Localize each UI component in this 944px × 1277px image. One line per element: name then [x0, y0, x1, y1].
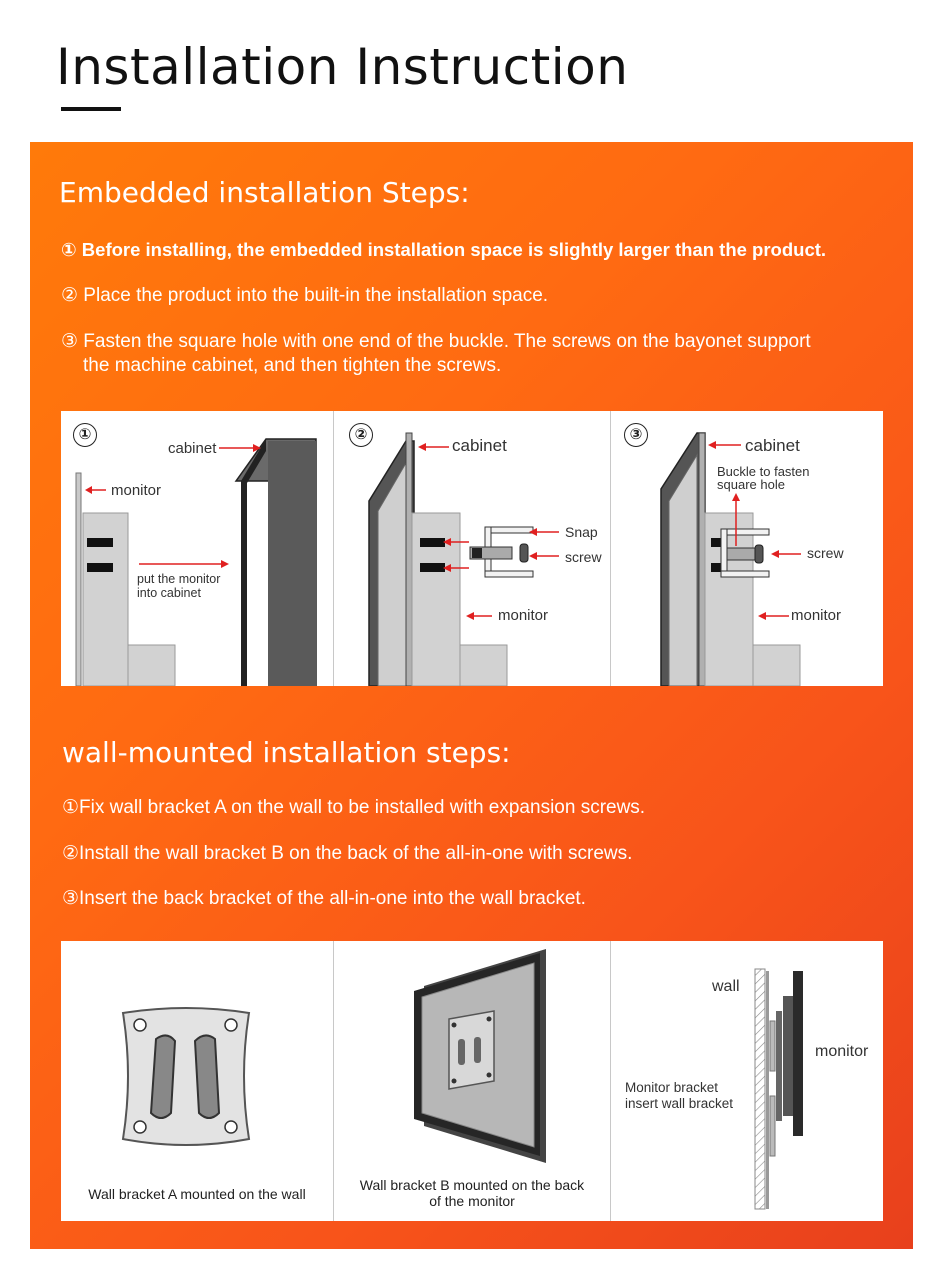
embedded-diagrams [61, 411, 883, 686]
label-cabinet: cabinet [745, 436, 800, 455]
wall-diagrams [61, 941, 883, 1221]
snap-side [721, 529, 727, 577]
monitor-slot-2 [87, 563, 113, 572]
wall-bracket-lower [770, 1096, 775, 1156]
bracket-a-slot-right [195, 1035, 219, 1118]
label-monitor: monitor [815, 1043, 869, 1060]
embedded-step-3: ③ Fasten the square hole with one end of the buckle. The screws on the bayonet support [61, 331, 811, 352]
monitor-stand [128, 645, 175, 686]
title-underline [61, 107, 121, 111]
wall-diagram-bracket-a [61, 941, 333, 1221]
label-cabinet: cabinet [452, 436, 507, 455]
monitor-bracket [776, 1011, 782, 1121]
arrow-cabinet-head [418, 443, 426, 451]
wall-surface [766, 971, 769, 1209]
screw-hole [134, 1019, 146, 1031]
arrow-monitor-head [466, 612, 474, 620]
label-buckle-2: square hole [717, 477, 785, 492]
label-screw: screw [807, 545, 844, 561]
screw-head [520, 544, 528, 562]
screw-nut [472, 548, 482, 558]
wall-bracket-upper [770, 1021, 775, 1071]
wall-step-1: ①Fix wall bracket A on the wall to be installed with expansion screws. [62, 797, 646, 818]
wall-step-2: ②Install the wall bracket B on the back of the all-in-one with screws. [62, 843, 633, 864]
diagram-step-3 [611, 411, 883, 686]
arrow-screw-head [529, 552, 537, 560]
snap-top [721, 529, 769, 535]
monitor-stand [460, 645, 507, 686]
screw-hole [225, 1121, 237, 1133]
caption-bracket-a: Wall bracket A mounted on the wall [88, 1186, 306, 1202]
wall-hatch [755, 969, 765, 1209]
caption-bracket-b-2: of the monitor [429, 1193, 515, 1209]
embedded-step-1: ① Before installing, the embedded installation space is slightly larger than the product. [61, 239, 827, 260]
label-put-1: put the monitor [137, 572, 221, 586]
step-number-3: ③ [624, 423, 648, 447]
arrow-monitor-head [758, 612, 766, 620]
wall-heading: wall-mounted installation steps: [62, 736, 511, 769]
bracket-b-slot-left [458, 1039, 465, 1065]
screw-hole [452, 1023, 457, 1028]
snap-bottom [485, 571, 533, 577]
monitor-stand [753, 645, 800, 686]
bracket-b-slot-right [474, 1037, 481, 1063]
snap-bottom [721, 571, 769, 577]
label-snap: Snap [565, 524, 598, 540]
step-number-2: ② [349, 423, 373, 447]
arrow-monitor-head [85, 486, 92, 494]
monitor-slot-2 [420, 563, 445, 572]
label-monitor: monitor [498, 607, 549, 624]
arrow-buckle-head [732, 493, 740, 501]
bracket-a-drawing [61, 941, 333, 1221]
monitor-edge [76, 473, 81, 686]
page-title: Installation Instruction [56, 38, 629, 96]
label-insert-2: insert wall bracket [625, 1096, 734, 1111]
wall-diagram-bracket-b [334, 941, 610, 1221]
monitor-body [793, 971, 803, 1136]
diagram-step-2 [334, 411, 610, 686]
caption-bracket-b-1: Wall bracket B mounted on the back [359, 1177, 585, 1193]
diagram-step-1 [61, 411, 333, 686]
screw-shaft [727, 548, 755, 560]
cabinet-side [268, 441, 316, 686]
monitor-slot-1 [87, 538, 113, 547]
label-screw: screw [565, 549, 602, 565]
label-wall: wall [712, 978, 740, 995]
label-cabinet: cabinet [168, 440, 217, 457]
bracket-b-plate [449, 1011, 494, 1089]
embedded-step-3-continued: the machine cabinet, and then tighten the screws. [83, 355, 502, 376]
screw-hole [225, 1019, 237, 1031]
arrow-put-head [221, 560, 229, 568]
cabinet-edge [699, 433, 705, 686]
label-insert-1: Monitor bracket [625, 1080, 719, 1095]
monitor-back [783, 996, 793, 1116]
embedded-step-2: ② Place the product into the built-in the installation space. [61, 285, 549, 306]
wall-diagram-side-view [611, 941, 883, 1221]
cabinet-edge [406, 433, 412, 686]
screw-hole [487, 1017, 492, 1022]
screw-hole [134, 1121, 146, 1133]
snap-top [485, 527, 533, 533]
bracket-a-slot-left [151, 1035, 175, 1118]
step-number-1: ① [73, 423, 97, 447]
monitor-slot-1 [420, 538, 445, 547]
arrow-screw-head [771, 550, 779, 558]
label-monitor: monitor [791, 607, 842, 624]
embedded-heading: Embedded installation Steps: [59, 176, 470, 209]
screw-head [755, 545, 763, 563]
wall-step-3: ③Insert the back bracket of the all-in-one into the wall bracket. [62, 888, 586, 909]
screw-hole [452, 1079, 457, 1084]
label-monitor: monitor [111, 482, 162, 499]
label-buckle-1: Buckle to fasten [717, 464, 810, 479]
label-put-2: into cabinet [137, 586, 201, 600]
screw-hole [487, 1073, 492, 1078]
arrow-cabinet-head [708, 441, 716, 449]
